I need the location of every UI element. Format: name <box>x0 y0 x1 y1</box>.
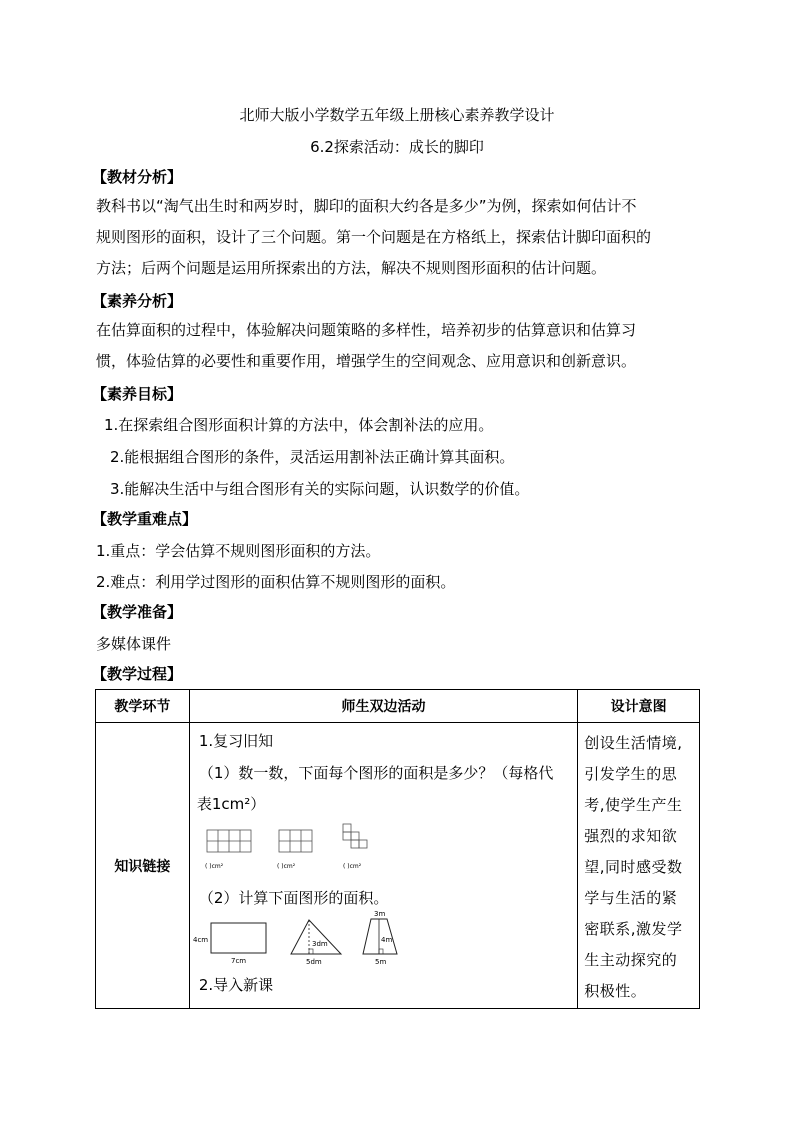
difficulty-item: 2.难点：利用学过图形的面积估算不规则图形的面积。 <box>96 573 456 591</box>
triangle-height-label: 3dm <box>311 940 328 948</box>
header-intent: 设计意图 <box>578 690 700 723</box>
blank-answer-1: ( )cm² <box>204 863 223 870</box>
header-stage: 教学环节 <box>96 690 190 723</box>
text-line: 方法；后两个问题是运用所探索出的方法，解决不规则图形面积的估计问题。 <box>96 259 607 277</box>
grid-figures <box>191 820 582 884</box>
literacy-goals-heading: 【素养目标】 <box>92 385 183 403</box>
rectangle-figure <box>193 923 266 965</box>
intent-line: 密联系,激发学 <box>584 920 683 938</box>
grid-shape-1 <box>207 830 251 852</box>
activity-line: （2）计算下面图形的面积。 <box>198 889 389 907</box>
key-points-heading: 【教学重难点】 <box>92 510 198 528</box>
preparation-text: 多媒体课件 <box>96 635 172 653</box>
literacy-analysis-paragraph <box>96 315 706 377</box>
goal-item: 2.能根据组合图形的条件，灵活运用割补法正确计算其面积。 <box>110 448 515 466</box>
preparation-heading: 【教学准备】 <box>92 603 183 621</box>
grid-shape-3 <box>343 824 367 848</box>
literacy-analysis-heading: 【素养分析】 <box>92 292 183 310</box>
textbook-analysis-heading: 【教材分析】 <box>92 168 183 186</box>
shape-figures <box>191 911 582 969</box>
intent-line: 望,同时感受数 <box>584 858 683 876</box>
table-row <box>96 723 700 1009</box>
intent-line: 积极性。 <box>584 982 647 1000</box>
activity-line: 1.复习旧知 <box>198 732 274 750</box>
intent-line: 学与生活的紧 <box>584 889 678 907</box>
activity-line: 2.导入新课 <box>198 976 274 994</box>
key-point-item: 1.重点：学会估算不规则图形面积的方法。 <box>96 542 381 560</box>
process-heading: 【教学过程】 <box>92 665 183 683</box>
blank-answer-2: ( )cm² <box>276 863 295 870</box>
lesson-subtitle: 6.2探索活动：成长的脚印 <box>310 138 484 156</box>
stage-cell: 知识链接 <box>96 723 190 1009</box>
trapezoid-height-label: 4m <box>380 936 393 944</box>
teaching-process-table <box>95 689 700 1009</box>
trapezoid-bottom-label: 5m <box>374 958 387 966</box>
text-line: 教科书以“淘气出生时和两岁时，脚印的面积大约各是多少”为例，探索如何估计不 <box>96 197 637 215</box>
table-header-row <box>96 690 700 723</box>
activity-line: （1）数一数，下面每个图形的面积是多少？（每格代 <box>198 764 554 782</box>
goal-item: 3.能解决生活中与组合图形有关的实际问题，认识数学的价值。 <box>110 480 530 498</box>
activity-line: 表1cm²） <box>196 795 266 813</box>
intent-cell <box>578 723 700 1009</box>
intent-line: 创设生活情境, <box>584 734 683 752</box>
intent-line: 引发学生的思 <box>584 765 678 783</box>
intent-line: 生主动探究的 <box>584 951 678 969</box>
text-line: 惯，体验估算的必要性和重要作用，增强学生的空间观念、应用意识和创新意识。 <box>96 352 637 370</box>
header-activity: 师生双边活动 <box>189 690 577 723</box>
trapezoid-top-label: 3m <box>373 911 386 918</box>
goal-item: 1.在探索组合图形面积计算的方法中，体会割补法的应用。 <box>104 416 494 434</box>
blank-answer-3: ( )cm² <box>342 863 361 870</box>
triangle-figure <box>291 920 341 966</box>
activity-cell <box>189 723 577 1009</box>
textbook-analysis-paragraph <box>96 191 706 284</box>
trapezoid-figure <box>363 911 397 966</box>
text-line: 在估算面积的过程中，体验解决问题策略的多样性，培养初步的估算意识和估算习 <box>96 321 637 339</box>
grid-shape-2 <box>279 830 312 852</box>
intent-line: 强烈的求知欲 <box>584 827 678 845</box>
triangle-base-label: 5dm <box>305 958 322 966</box>
document-title: 北师大版小学数学五年级上册核心素养教学设计 <box>239 106 555 124</box>
rect-width-label: 7cm <box>230 957 246 965</box>
text-line: 规则图形的面积，设计了三个问题。第一个问题是在方格纸上，探索估计脚印面积的 <box>96 228 652 246</box>
rect-height-label: 4cm <box>192 936 208 944</box>
intent-line: 考,使学生产生 <box>584 796 683 814</box>
